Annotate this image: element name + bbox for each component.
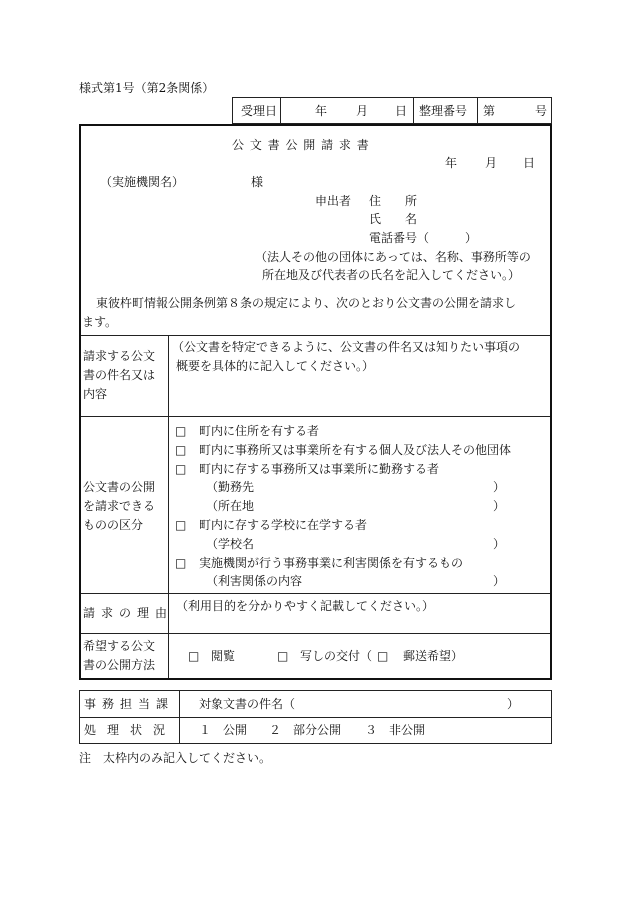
- category-sub-location-close: ）: [493, 499, 506, 513]
- number-label: 整理番号: [419, 104, 468, 118]
- category-checkbox-1[interactable]: □: [175, 424, 187, 438]
- number-go: 号: [535, 104, 548, 118]
- received-month: 月: [356, 104, 369, 118]
- document-hint-line2: 概要を具体的に記入してください。）: [176, 359, 375, 373]
- method-checkbox-copy[interactable]: □: [277, 649, 289, 663]
- date-day: 日: [523, 156, 536, 170]
- addressee-org: （実施機関名）: [100, 175, 185, 189]
- applicant-note-line1: （法人その他の団体にあっては、名称、事務所等の: [255, 250, 531, 264]
- applicant-phone-label: 電話番号（ ）: [369, 231, 478, 245]
- category-sub-interest: （利害関係の内容: [206, 574, 303, 588]
- office-status-label: 処理状況: [84, 723, 177, 737]
- category-sub-work: （勤務先: [206, 480, 255, 494]
- applicant-address-label: 住 所: [369, 194, 418, 208]
- office-status-3: ３ 非公開: [365, 723, 426, 737]
- date-month: 月: [485, 156, 498, 170]
- document-label-line2: 書の件名又は: [83, 368, 156, 382]
- form-label: 様式第1号（第2条関係）: [79, 81, 215, 95]
- form-title: 公 文 書 公 開 請 求 書: [232, 138, 370, 152]
- method-option-copy: 写しの交付（: [300, 649, 373, 663]
- category-label-line2: を請求できる: [83, 499, 156, 513]
- method-label-line1: 希望する公文: [83, 639, 156, 653]
- reason-hint: （利用目的を分かりやすく記載してください。）: [176, 599, 435, 613]
- office-target-close: ）: [507, 697, 520, 711]
- number-dai: 第: [483, 104, 496, 118]
- category-option-4: 町内に存する学校に在学する者: [199, 518, 368, 532]
- office-status-2: ２ 部分公開: [269, 723, 342, 737]
- method-option-mail: 郵送希望）: [403, 649, 464, 663]
- category-sub-location: （所在地: [206, 499, 255, 513]
- office-status-1: １ 公開: [199, 723, 248, 737]
- category-option-2: 町内に事務所又は事業所を有する個人及び法人その他団体: [199, 443, 512, 457]
- received-day: 日: [395, 104, 408, 118]
- method-checkbox-mail[interactable]: □: [377, 649, 389, 663]
- category-checkbox-3[interactable]: □: [175, 462, 187, 476]
- category-checkbox-2[interactable]: □: [175, 443, 187, 457]
- method-option-view: 閲覧: [211, 649, 236, 663]
- method-checkbox-view[interactable]: □: [188, 649, 200, 663]
- category-sub-interest-close: ）: [493, 574, 506, 588]
- category-label-line3: ものの区分: [83, 518, 144, 532]
- reception-box: [232, 97, 552, 124]
- addressee-sama: 様: [251, 175, 264, 189]
- applicant-label: 申出者: [315, 194, 352, 208]
- date-year: 年: [445, 156, 458, 170]
- method-label-line2: 書の公開方法: [83, 658, 156, 672]
- footer-note: 注 太枠内のみ記入してください。: [79, 751, 272, 765]
- category-option-1: 町内に住所を有する者: [199, 424, 320, 438]
- category-option-3: 町内に存する事務所又は事業所に勤務する者: [199, 462, 440, 476]
- received-year: 年: [315, 104, 328, 118]
- office-target-label: 対象文書の件名（: [199, 697, 296, 711]
- office-dept-label: 事務担当課: [84, 697, 175, 711]
- category-checkbox-5[interactable]: □: [175, 556, 187, 570]
- document-hint-line1: （公文書を特定できるように、公文書の件名又は知りたい事項の: [172, 340, 521, 354]
- applicant-note-line2: 所在地及び代表者の氏名を記入してください。）: [262, 268, 521, 282]
- intro-line1: 東彼杵町情報公開条例第８条の規定により、次のとおり公文書の公開を請求し: [96, 296, 517, 310]
- category-sub-school: （学校名: [206, 537, 255, 551]
- category-label-line1: 公文書の公開: [83, 480, 156, 494]
- applicant-name-label: 氏 名: [369, 212, 418, 226]
- intro-line2: ます。: [82, 315, 118, 329]
- reason-label: 請求の理由: [83, 606, 174, 620]
- received-date-label: 受理日: [241, 104, 278, 118]
- category-sub-school-close: ）: [493, 537, 506, 551]
- category-sub-work-close: ）: [493, 480, 506, 494]
- category-checkbox-4[interactable]: □: [175, 518, 187, 532]
- document-label-line1: 請求する公文: [83, 349, 156, 363]
- document-label-line3: 内容: [83, 387, 108, 401]
- category-option-5: 実施機関が行う事務事業に利害関係を有するもの: [199, 556, 464, 570]
